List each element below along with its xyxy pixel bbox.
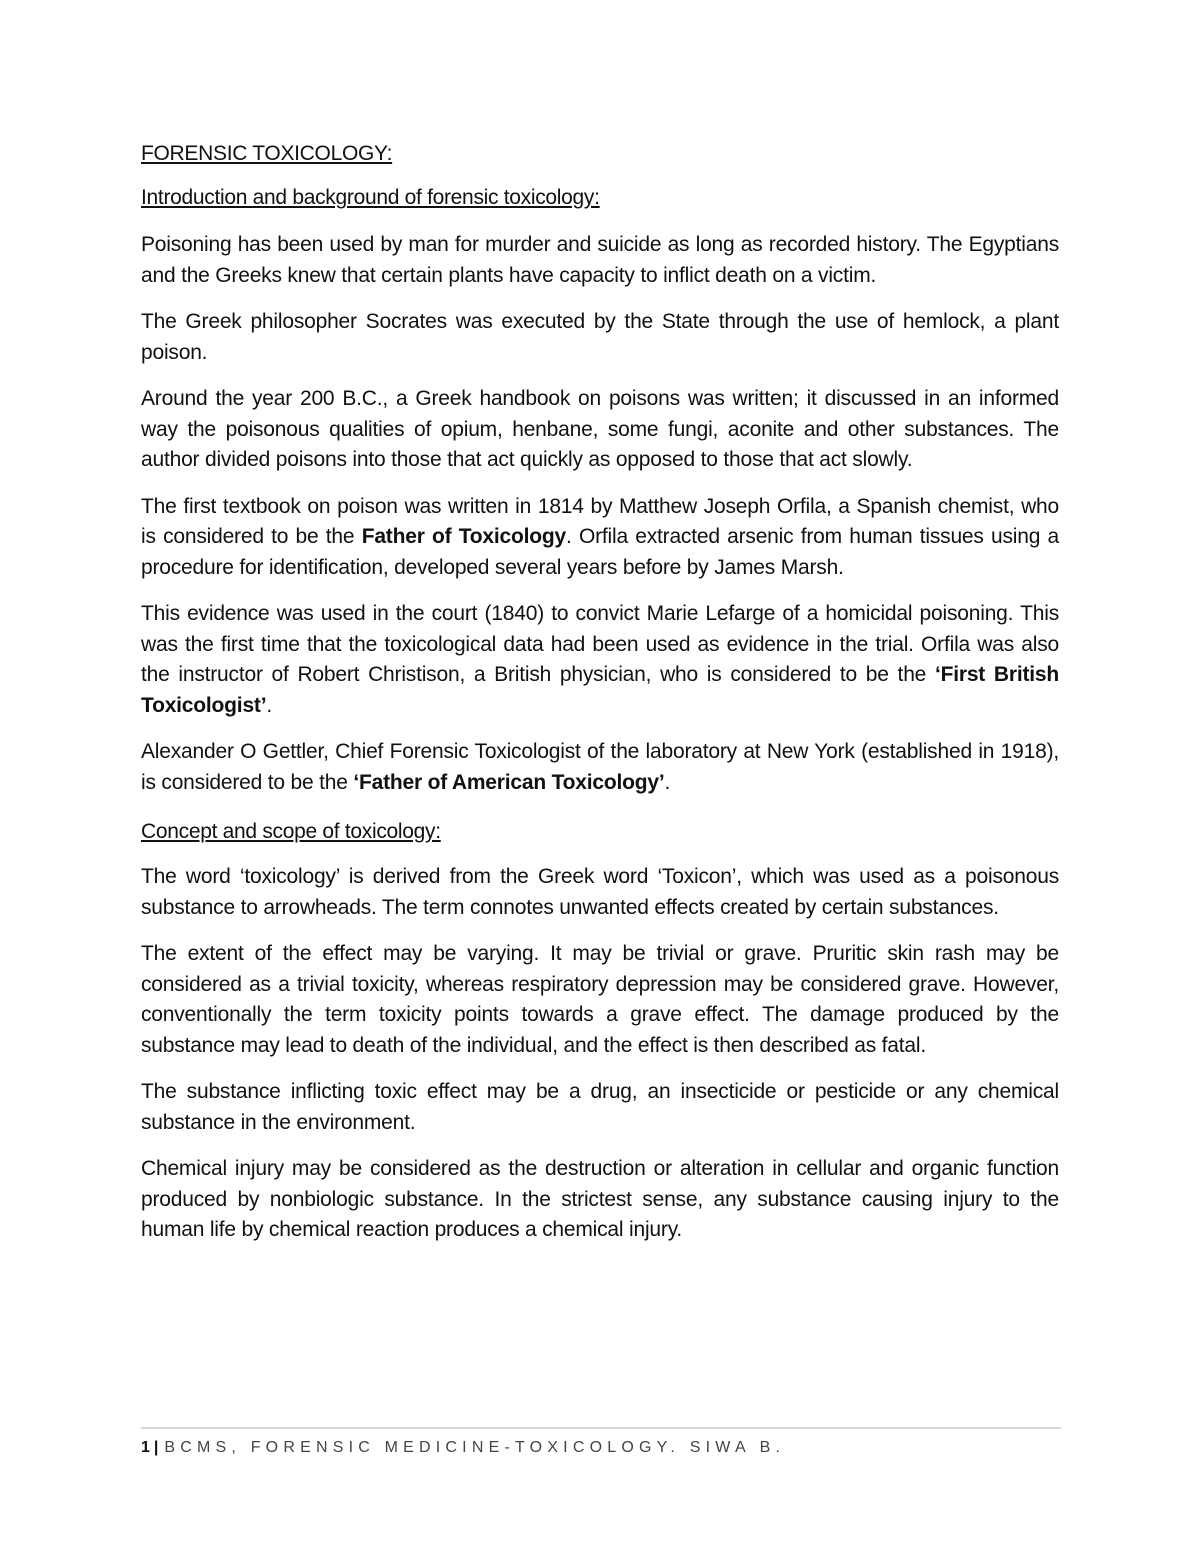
page-footer <box>141 1438 1061 1458</box>
paragraph-poisoning-history: Poisoning has been used by man for murder and suicide as long as recorded history. The Egyptians and the Greeks knew that certain plants have capacity to inflict death on a victim. <box>141 233 1059 287</box>
paragraph-orfila-bold: Father of Toxicology <box>361 525 567 548</box>
paragraph-toxicon: The word ‘toxicology’ is derived from the Greek word ‘Toxicon’, which was used as a poisonous substance to arrowheads. The term connotes unwanted effects created by certain substances. <box>141 865 1059 919</box>
footer-divider <box>141 1427 1061 1429</box>
paragraph-socrates: The Greek philosopher Socrates was executed by the State through the use of hemlock, a plant poison. <box>141 310 1059 364</box>
paragraph-lefarge-bold: ‘First British Toxicologist’ <box>141 663 1059 717</box>
document-body <box>141 140 1059 1262</box>
paragraph-gettler-bold: ‘Father of American Toxicology’ <box>353 770 665 794</box>
footer-text: BCMS, FORENSIC MEDICINE-TOXICOLOGY. SIWA B. <box>164 1439 786 1456</box>
page-number: 1 <box>141 1439 150 1456</box>
paragraph-gettler-text-a: Alexander O Gettler, Chief Forensic Toxicologist of the laboratory at New York (established in 1918), is considered to be the <box>141 740 1059 794</box>
paragraph-orfila <box>141 492 1059 584</box>
paragraph-lefarge-text-b: . <box>266 693 272 717</box>
paragraph-gettler <box>141 737 1059 798</box>
section-heading-introduction: Introduction and background of forensic toxicology: <box>141 186 600 209</box>
paragraph-chemical-injury: Chemical injury may be considered as the destruction or alteration in cellular and organic function produced by nonbiologic substance. In the strictest sense, any substance causing injury to the human life by chemical reaction produces a chemical injury. <box>141 1157 1059 1241</box>
paragraph-lefarge <box>141 599 1059 721</box>
paragraph-greek-handbook: Around the year 200 B.C., a Greek handbook on poisons was written; it discussed in an informed way the poisonous qualities of opium, henbane, some fungi, aconite and other substances. The author divided poisons into those that act quickly as opposed to those that act slowly. <box>141 387 1059 471</box>
document-title: FORENSIC TOXICOLOGY: <box>141 142 393 165</box>
paragraph-orfila-text-b: . Orfila extracted arsenic from human tissues using a procedure for identification, developed several years before by James Marsh. <box>141 525 1059 579</box>
paragraph-extent-of-effect: The extent of the effect may be varying. It may be trivial or grave. Pruritic skin rash may be considered as a trivial toxicity, whereas respiratory depression may be considered grave. However, conventionally the term toxicity points towards a grave effect. The damage produced by the substance may lead to death of the individual, and the effect is then described as fatal. <box>141 942 1059 1057</box>
paragraph-lefarge-text-a: This evidence was used in the court (1840) to convict Marie Lefarge of a homicidal poisoning. This was the first time that the toxicological data had been used as evidence in the trial. Orfila was also the instructor of Robert Christison, a British physician, who is considered to be the <box>141 602 1059 686</box>
paragraph-gettler-text-b: . <box>664 770 671 794</box>
paragraph-orfila-text-a: The first textbook on poison was written in 1814 by Matthew Joseph Orfila, a Spanish chemist, who is considered to be the <box>141 494 1059 548</box>
section-heading-concept: Concept and scope of toxicology: <box>141 820 441 843</box>
footer-separator: | <box>153 1439 159 1456</box>
paragraph-substance: The substance inflicting toxic effect may be a drug, an insecticide or pesticide or any chemical substance in the environment. <box>141 1080 1059 1134</box>
